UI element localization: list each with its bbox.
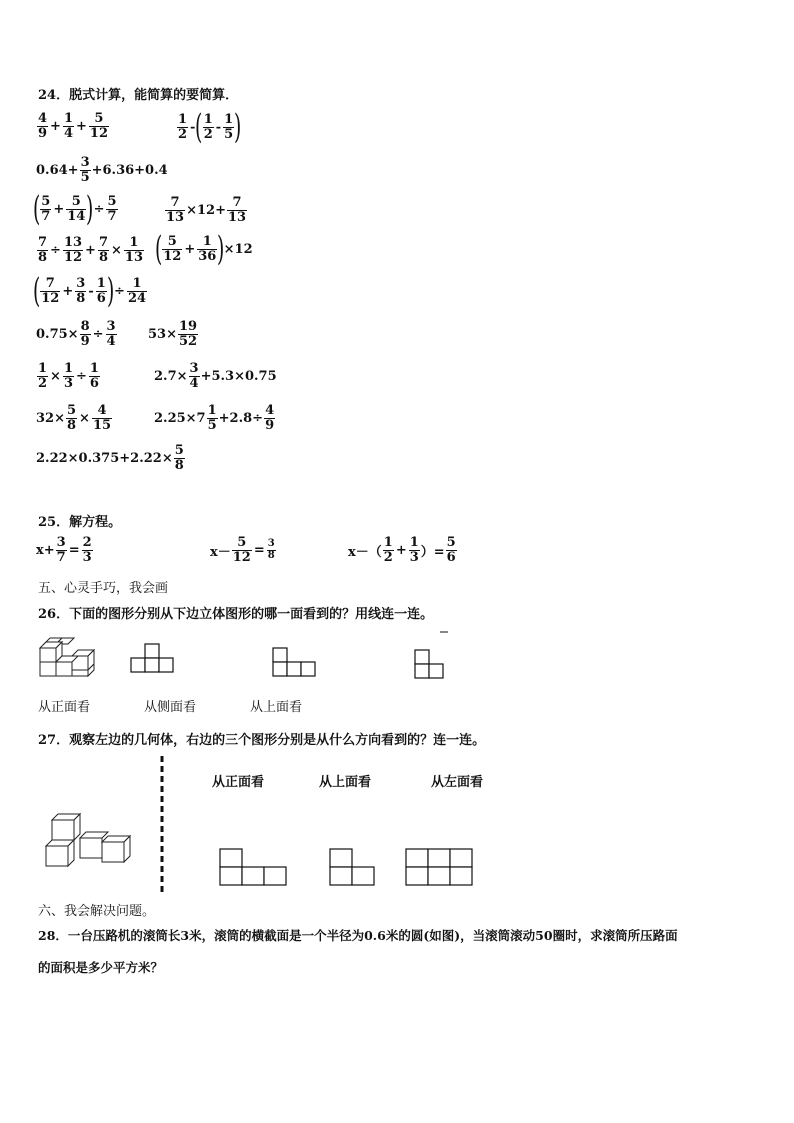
den: 7 [41,208,51,224]
text: +5.3×0.75 [200,368,277,384]
num: 5 [41,193,51,209]
den: 7 [107,208,117,224]
right-paren: ) [234,107,242,147]
text: 0.75× [36,326,79,342]
den: 3 [63,375,73,391]
q26-title: 26．下面的图形分别从下边立体图形的哪一面看到的？用线连一连。 [38,607,434,622]
operator: - [190,119,196,135]
den: 8 [267,549,275,561]
q26-view-2 [272,646,322,684]
expr-r9a [36,444,186,472]
num: 1 [409,535,419,550]
q27-view-1 [219,848,291,888]
text: ×12 [223,241,253,257]
num: 1 [89,361,99,376]
num: 1 [63,111,73,126]
den: 52 [178,333,198,349]
operator: × [50,368,61,384]
num: 4 [97,403,107,418]
q28-text-line-2: 的面积是多少平方米？ [38,960,164,975]
num: 3 [80,155,90,170]
text: ）= [420,544,445,560]
den: 12 [163,248,182,264]
num: 3 [56,535,66,550]
operator: ÷ [114,283,125,299]
num: 1 [63,361,73,376]
num: 1 [132,275,142,291]
den: 12 [41,290,60,306]
den: 7 [56,549,66,565]
q26-solid-figure [36,634,106,684]
text: x－（ [348,544,382,560]
operator: + [85,242,96,258]
expr-r7b [154,362,277,390]
view-label-front: 从正面看 [38,700,91,715]
q26-view-3 [412,630,452,686]
q28-text-line-1: 28．一台压路机的滚筒长3米，滚筒的横截面是一个半径为0.6米的圆(如图)，当滚筒滚动50圈时，求滚筒所压路面 [38,928,678,943]
text: 2.7× [154,368,188,384]
left-paren: ( [154,229,163,269]
num: 1 [207,403,217,418]
den: 4 [63,125,73,141]
den: 8 [66,417,77,433]
q27-label-front: 从正面看 [212,775,265,790]
num: 5 [66,403,77,418]
num: 1 [178,111,188,127]
den: 4 [189,375,199,391]
den: 2 [38,375,48,391]
den: 6 [89,375,99,391]
den: 8 [174,457,184,473]
den: 14 [67,208,86,224]
num: 1 [202,233,212,249]
num: 3 [189,361,199,376]
operator: - [215,119,222,135]
operator: + [184,241,196,257]
num: 5 [174,443,184,458]
q27-label-top: 从上面看 [319,775,372,790]
section-6-heading: 六、我会解决问题。 [38,904,156,919]
den: 12 [63,249,83,265]
text: 32× [36,410,65,426]
den: 3 [409,549,419,565]
expr-r2a [36,156,168,184]
den: 6 [96,290,106,306]
den: 5 [207,417,217,433]
den: 12 [89,125,108,141]
den: 13 [166,209,185,225]
operator: = [253,542,265,558]
text: 2.22×0.375+2.22× [36,450,173,466]
den: 9 [265,417,275,433]
num: 7 [98,235,108,250]
num: 3 [267,538,275,550]
den: 9 [80,333,90,349]
den: 13 [227,209,247,225]
right-paren: ) [86,189,94,229]
view-label-top: 从上面看 [250,700,303,715]
text: +2.8÷ [218,410,264,426]
operator: + [50,118,61,134]
num: 5 [71,193,81,209]
q27-view-2 [329,848,379,888]
expr-r4b [154,229,253,269]
expr-r6b [148,320,199,348]
expr-r7a [36,362,101,390]
den: 36 [198,248,217,264]
section-5-heading: 五、心灵手巧，我会画 [38,581,169,596]
den: 12 [232,549,251,565]
operator: = [68,542,80,558]
num: 1 [224,111,234,127]
den: 5 [224,126,234,142]
expr-r3a [32,189,119,229]
num: 19 [178,319,198,334]
den: 15 [92,417,112,433]
equation-1 [36,536,94,564]
right-paren: ) [217,229,225,269]
expr-r3b [164,196,248,224]
num: 5 [167,233,177,249]
left-paren: ( [32,189,41,229]
num: 3 [76,275,86,291]
q27-label-left: 从左面看 [431,775,484,790]
num: 8 [80,319,90,334]
num: 7 [38,235,48,250]
view-label-side: 从侧面看 [144,700,197,715]
text: x+ [36,542,55,558]
text: x－ [210,544,231,560]
den: 13 [124,249,143,265]
q27-view-3 [405,848,477,888]
num: 4 [38,111,48,126]
num: 2 [82,535,92,550]
num: 7 [232,195,242,210]
num: 1 [129,235,139,250]
expr-r6a [36,320,118,348]
num: 1 [383,535,393,550]
q26-view-1 [130,640,180,682]
den: 5 [80,169,90,185]
den: 8 [98,249,108,265]
text: +6.36+0.4 [91,162,168,178]
equation-3 [348,536,458,564]
text: 2.25×7 [154,410,206,426]
expr-r1b [176,107,242,147]
den: 24 [127,290,147,306]
num: 3 [106,319,116,334]
q27-solid-figure [40,808,144,874]
right-paren: ) [106,271,115,311]
operator: × [79,410,90,426]
q27-title: 27．观察左边的几何体，右边的三个图形分别是从什么方向看到的？连一连。 [38,733,486,748]
operator: + [62,283,74,299]
expr-r1a [36,112,110,140]
den: 2 [383,549,393,565]
num: 4 [265,403,275,418]
operator: - [88,283,94,299]
left-paren: ( [195,107,203,147]
den: 8 [76,290,86,306]
text: 53× [148,326,177,342]
num: 7 [170,195,180,210]
den: 3 [82,549,92,565]
den: 2 [203,126,213,142]
text: ×12+ [186,202,226,218]
expr-r5a [32,271,148,311]
num: 13 [63,235,83,250]
expr-r4a [36,236,145,264]
q24-title: 24．脱式计算，能简算的要简算． [38,88,239,103]
operator: + [395,542,407,558]
num: 7 [45,275,55,291]
num: 1 [96,275,106,291]
operator: ÷ [93,201,105,217]
den: 6 [446,549,456,565]
num: 5 [446,535,456,550]
den: 8 [38,249,48,265]
q25-title: 25．解方程。 [38,515,122,530]
num: 1 [203,111,213,127]
operator: ÷ [76,368,87,384]
dashed-divider [158,756,166,898]
operator: + [53,201,65,217]
num: 5 [237,535,247,550]
operator: ÷ [92,326,104,342]
left-paren: ( [32,271,41,311]
operator: ÷ [50,242,61,258]
den: 9 [38,125,48,141]
equation-2 [210,536,277,564]
num: 5 [94,111,104,126]
expr-r8a [36,404,113,432]
operator: + [76,118,87,134]
expr-r8b [154,404,276,432]
num: 5 [107,193,117,209]
den: 2 [178,126,188,142]
operator: × [111,242,122,258]
den: 4 [106,333,116,349]
num: 1 [38,361,48,376]
text: 0.64+ [36,162,79,178]
